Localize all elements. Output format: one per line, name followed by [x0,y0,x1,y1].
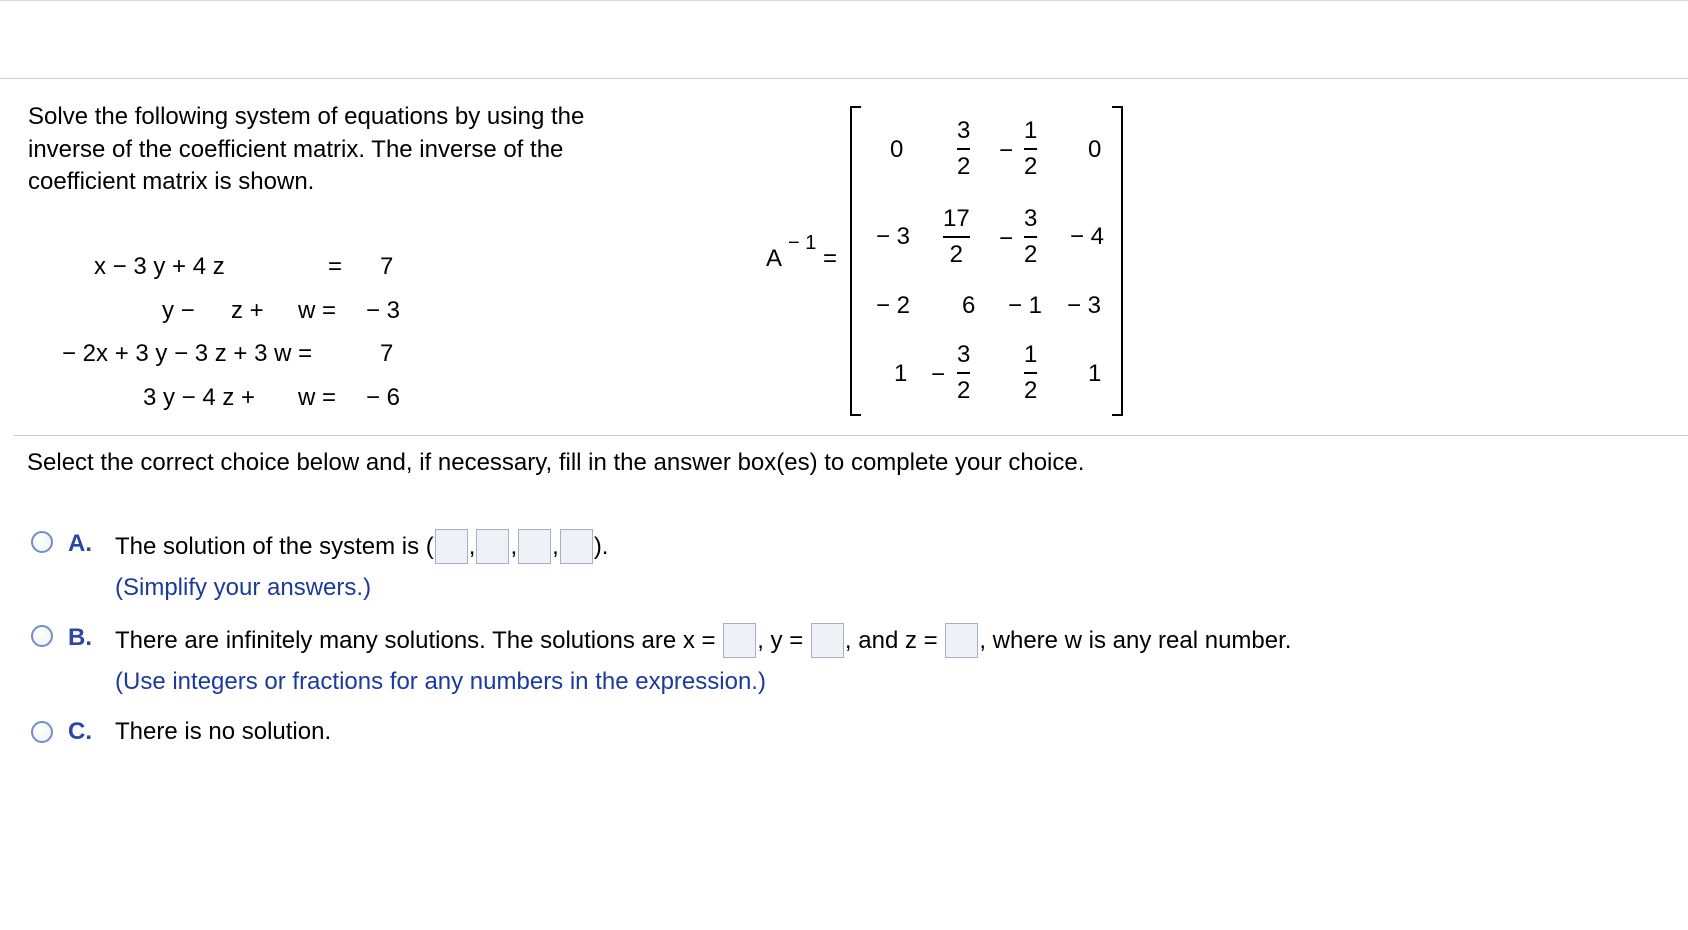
matrix-r2-c1: − 3 [876,223,911,250]
answer-box-1[interactable] [435,529,468,564]
matrix-r4-c4: 1 [1088,360,1102,387]
instruction-text: Select the correct choice below and, if necessary, fill in the answer box(es) to complete your choice. [27,449,1085,476]
prompt-line-3: coefficient matrix is shown. [28,168,315,195]
matrix-r1-c2 [957,116,970,182]
choice-b-hint: (Use integers or fractions for any numbers in the expression.) [115,668,766,695]
matrix-r3-c2: 6 [962,292,976,319]
choice-a-hint: (Simplify your answers.) [115,574,372,601]
comma-2: , [510,532,518,560]
top-border [0,0,1688,1]
matrix-r4-c2 [957,340,970,406]
answer-box-z[interactable] [945,623,978,658]
matrix-r1-c3-den: 2 [1024,153,1038,180]
matrix-r2-c3 [1024,204,1037,270]
choice-a-letter[interactable]: A. [68,530,92,557]
matrix-r4-c3-den: 2 [1024,377,1038,404]
eq1-lhs: x − 3 y + 4 z [94,253,225,280]
eq2-rhs: − 3 [366,297,401,324]
matrix-left-bracket [850,106,861,416]
matrix-r2-c3-sign: − [999,225,1014,252]
matrix-r1-c4: 0 [1088,136,1102,163]
eq4-lhs: 3 y − 4 z + [143,384,256,411]
matrix-r3-c4: − 3 [1067,292,1102,319]
matrix-label: A [766,245,783,272]
matrix-r1-c3-num: 1 [1024,117,1038,144]
eq4-rhs: − 6 [366,384,401,411]
eq2-w: w = [298,297,337,324]
choice-a-text: The solution of the system is ( [115,532,434,560]
comma-1: , [468,532,476,560]
choice-b-letter[interactable]: B. [68,624,92,651]
choice-b-text-2: , y = [757,626,804,654]
eq2-y: y − [162,297,195,324]
matrix-r2-c4: − 4 [1070,223,1105,250]
choice-b-text-3: , and z = [844,626,938,654]
section-divider [14,435,1688,436]
matrix-r4-c2-num: 3 [957,341,971,368]
header-divider [0,78,1688,79]
matrix-r4-c1: 1 [894,360,908,387]
matrix-r2-c2-den: 2 [949,241,964,268]
matrix-r3-c3: − 1 [1008,292,1043,319]
eq3-lhs: − 2x + 3 y − 3 z + 3 w = [62,340,313,367]
matrix-r2-c3-den: 2 [1024,241,1038,268]
answer-box-4[interactable] [560,529,593,564]
matrix-r1-c3 [1024,116,1037,182]
question-prompt [28,101,584,199]
matrix-r4-c3 [1024,340,1037,406]
matrix-r1-c2-den: 2 [957,153,971,180]
choice-b-text-1: There are infinitely many solutions. The solutions are x = [115,626,716,654]
eq1-rhs: 7 [380,253,394,280]
eq4-w: w = [298,384,337,411]
choice-c-letter[interactable]: C. [68,718,92,745]
matrix-r2-c3-num: 3 [1024,205,1038,232]
matrix-r4-c3-num: 1 [1024,341,1038,368]
answer-box-2[interactable] [476,529,509,564]
matrix-r4-c2-den: 2 [957,377,971,404]
prompt-line-2: inverse of the coefficient matrix. The inverse of the [28,135,564,163]
choice-b-statement [115,623,1291,658]
eq1-equals: = [328,253,343,280]
matrix-right-bracket [1112,106,1123,416]
comma-3: , [552,532,559,560]
choice-a-statement [115,529,608,564]
matrix-r4-c2-sign: − [931,361,946,388]
choice-a-radio[interactable] [31,531,53,553]
matrix-r1-c3-sign: − [999,137,1014,164]
choice-c-radio[interactable] [31,721,53,743]
choice-b-text-4: , where w is any real number. [979,626,1292,654]
eq2-z: z + [231,297,264,324]
matrix-r2-c2-num: 17 [943,205,970,232]
matrix-r3-c1: − 2 [876,292,911,319]
matrix-r2-c2 [943,204,970,270]
choice-c-text: There is no solution. [115,718,332,745]
choice-a-close: ). [593,532,609,560]
choice-b-radio[interactable] [31,625,53,647]
matrix-exponent: − 1 [788,232,817,254]
answer-box-3[interactable] [518,529,551,564]
matrix-equals: = [823,245,838,272]
prompt-line-1: Solve the following system of equations by using the [28,103,585,130]
answer-box-x[interactable] [723,623,756,658]
eq3-rhs: 7 [380,340,394,367]
matrix-r1-c1: 0 [890,136,904,163]
answer-box-y[interactable] [811,623,844,658]
matrix-r1-c2-num: 3 [957,117,971,144]
